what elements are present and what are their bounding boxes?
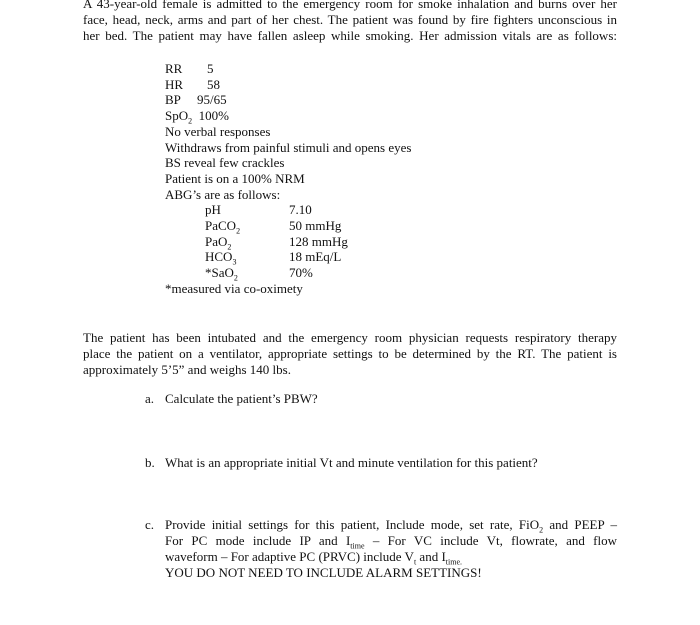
intro-line-3: her bed. The patient may have fallen asleep while smoking. Her admission vitals are as follows: — [83, 28, 617, 43]
question-c — [145, 517, 618, 580]
vital-pain-response: Withdraws from painful stimuli and opens eyes — [165, 139, 412, 155]
abg-sao2: *SaO$_2$ 70% — [205, 265, 313, 283]
vital-breath-sounds: BS reveal few crackles — [165, 155, 285, 171]
question-c-line-4: YOU DO NOT NEED TO INCLUDE ALARM SETTINGS! — [165, 565, 482, 580]
question-a — [145, 391, 318, 407]
vital-rr: RR 5 — [165, 61, 214, 76]
intro-line-1: A 43-year-old female is admitted to the emergency room for smoke inhalation and burns over her — [83, 0, 617, 11]
intubation-paragraph — [83, 330, 617, 378]
vital-nrm: Patient is on a 100% NRM — [165, 170, 305, 186]
abg-pao2: PaO$_2$ 128 mmHg — [205, 233, 348, 252]
question-a-text: Calculate the patient’s PBW? — [165, 391, 318, 406]
question-b — [145, 455, 538, 471]
vital-bp: BP 95/65 — [165, 92, 227, 108]
para2-line-2: place the patient on a ventilator, appropriate settings to be determined by the RT. The patient is — [83, 346, 617, 361]
abg-ph: pH 7.10 — [205, 202, 312, 218]
abg-heading: ABG’s are as follows: — [165, 186, 281, 202]
question-c-line-3: waveform – For adaptive PC (PRVC) include $V_t$ and $I_{time.}$ — [165, 549, 462, 567]
abg-table — [205, 202, 411, 281]
vital-hr: HR 58 — [165, 76, 220, 92]
vital-spo2: SpO$_2$ 100% — [165, 108, 229, 126]
para2-line-1: The patient has been intubated and the emergency room physician requests respiratory therapy — [83, 330, 617, 345]
abg-hco3: $HCO_3$ 18 mEq/L — [205, 249, 342, 268]
abg-footnote: *measured via co-oximety — [165, 280, 303, 296]
question-c-line-2: For PC mode include IP and $I_{time}$ – For VC include Vt, flowrate, and flow — [165, 533, 618, 551]
intro-paragraph — [83, 0, 617, 44]
para2-line-3: approximately 5’5” and weighs 140 lbs. — [83, 362, 291, 377]
intro-line-2: face, head, neck, arms and part of her chest. The patient was found by fire fighters unconscious in — [83, 12, 617, 27]
question-c-letter: c. — [145, 517, 155, 532]
question-a-letter: a. — [145, 391, 155, 406]
question-b-letter: b. — [145, 455, 155, 470]
vitals-list — [165, 61, 411, 297]
abg-paco2: PaCO$_2$ 50 mmHg — [205, 218, 342, 236]
question-b-text: What is an appropriate initial Vt and minute ventilation for this patient? — [165, 455, 538, 470]
question-c-body — [165, 517, 617, 581]
vital-verbal: No verbal responses — [165, 123, 271, 139]
question-c-line-1: Provide initial settings for this patient, Include mode, set rate, FiO$_2$ and PEEP – — [165, 517, 617, 535]
